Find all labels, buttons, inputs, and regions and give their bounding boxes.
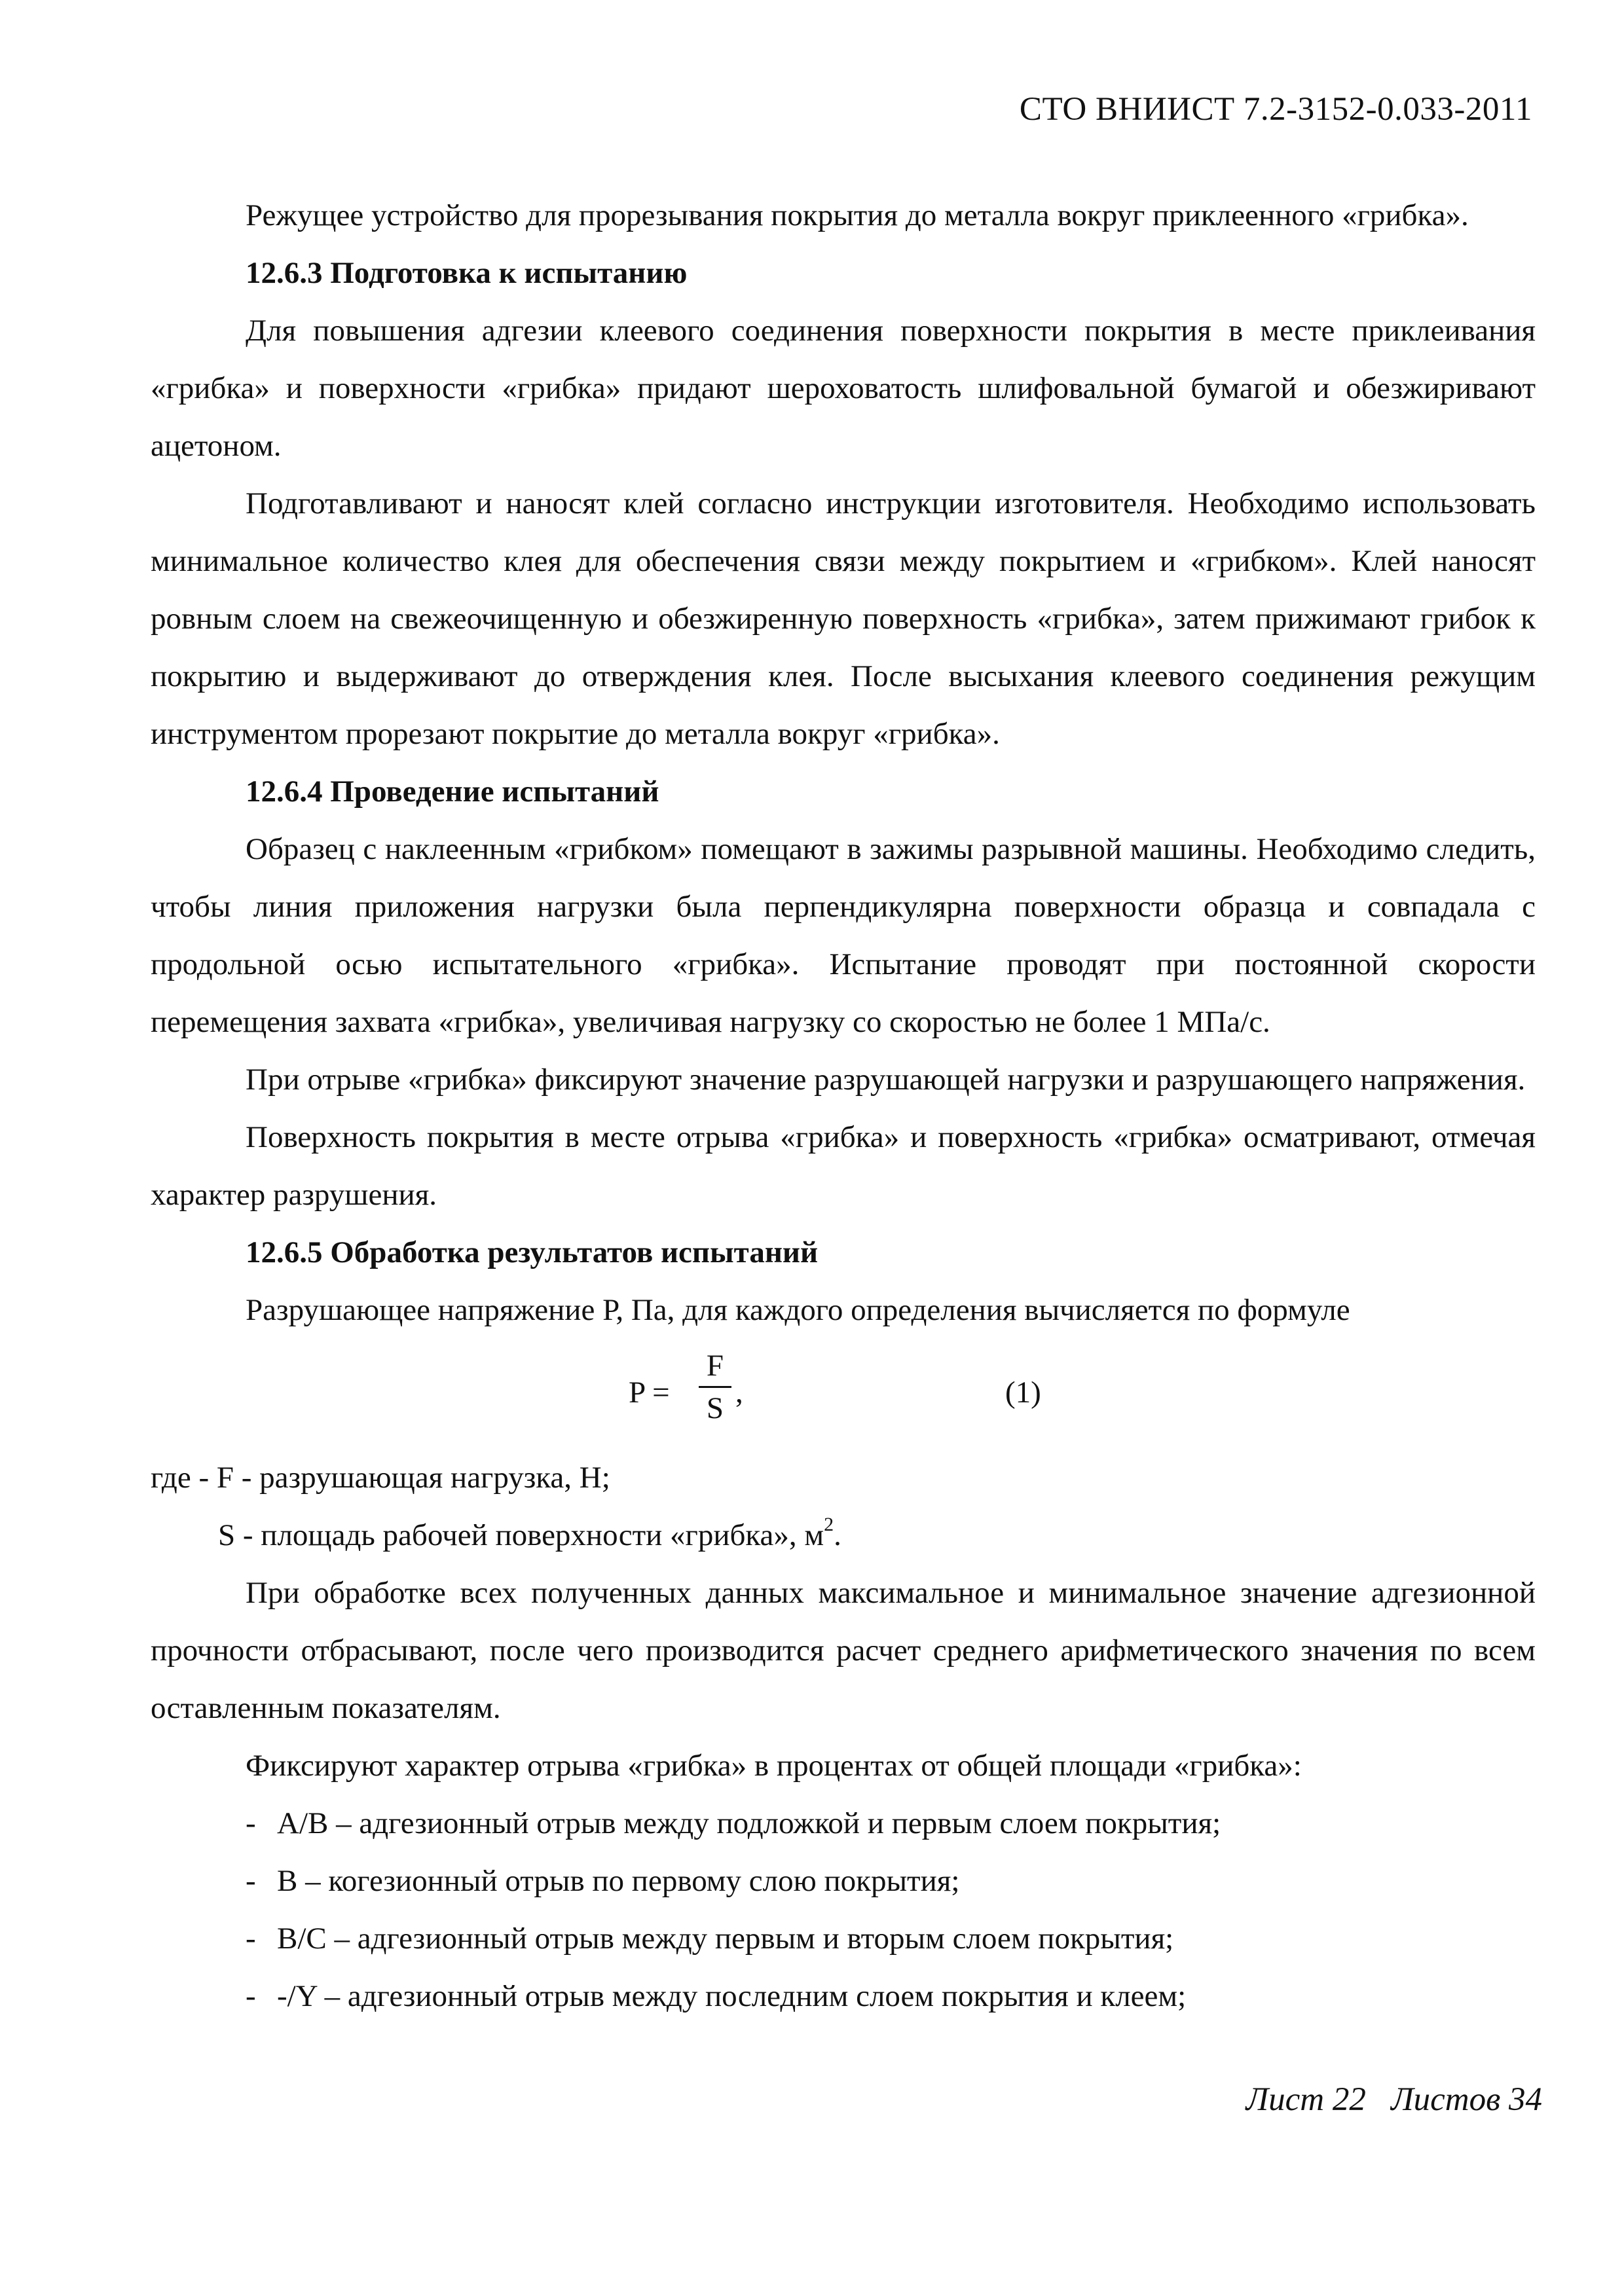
where-s-superscript: 2 bbox=[824, 1514, 834, 1535]
formula-block bbox=[151, 1339, 1536, 1449]
formula-fraction bbox=[699, 1347, 731, 1427]
formula bbox=[629, 1339, 891, 1449]
formula-numerator: F bbox=[706, 1349, 724, 1383]
section-12-6-4-paragraph-1: Образец с наклеенным «грибком» помещают в зажимы разрывной машины. Необходимо следить, чтобы линия приложения нагрузки была перпендикулярна поверхности образца и совпадала с продольной осью испытательного «грибка». Испытание проводят при постоянной скорости перемещения захвата «грибка», увеличивая нагрузку со скоростью не более 1 МПа/с. bbox=[151, 832, 1536, 1039]
list-item bbox=[151, 1852, 1536, 1910]
list-item bbox=[151, 1795, 1536, 1852]
section-12-6-3-title: 12.6.3 Подготовка к испытанию bbox=[246, 256, 688, 290]
where-s-line bbox=[151, 1506, 1536, 1564]
sheet-number: Лист 22 bbox=[1246, 2081, 1366, 2118]
fraction-bar bbox=[699, 1386, 731, 1388]
list-dash: - bbox=[246, 1864, 256, 1898]
sheets-total: Листов 34 bbox=[1391, 2081, 1542, 2118]
list-dash: - bbox=[246, 1979, 256, 2013]
list-item-text: А/В – адгезионный отрыв между подложкой и первым слоем покрытия; bbox=[277, 1806, 1221, 1840]
formula-intro-paragraph: Разрушающее напряжение Р, Па, для каждого определения вычисляется по формуле bbox=[246, 1293, 1350, 1327]
page-footer bbox=[1246, 2081, 1542, 2119]
list-dash: - bbox=[246, 1922, 256, 1956]
where-s-period: . bbox=[834, 1518, 841, 1552]
formula-denominator: S bbox=[706, 1391, 724, 1425]
list-dash: - bbox=[246, 1806, 256, 1840]
list-item-text: -/Y – адгезионный отрыв между последним слоем покрытия и клеем; bbox=[277, 1979, 1187, 2013]
list-item-text: В/С – адгезионный отрыв между первым и вторым слоем покрытия; bbox=[277, 1922, 1174, 1956]
section-12-6-3-paragraph-2: Подготавливают и наносят клей согласно инструкции изготовителя. Необходимо использовать минимальное количество клея для обеспечения связи между покрытием и «грибком». Клей наносят ровным слоем на свежеочищенную и обезжиренную поверхность «грибка», затем прижимают грибок к покрытию и выдерживают до отверждения клея. После высыхания клеевого соединения режущим инструментом прорезают покрытие до металла вокруг «грибка». bbox=[151, 486, 1536, 751]
document-code: СТО ВНИИСТ 7.2-3152-0.033-2011 bbox=[1019, 91, 1532, 128]
processing-paragraph: При обработке всех полученных данных максимальное и минимальное значение адгезионной прочности отбрасывают, после чего производится расчет среднего арифметического значения по всем оставленным показателям. bbox=[151, 1576, 1536, 1725]
formula-number: (1) bbox=[1005, 1376, 1041, 1410]
section-12-6-4-paragraph-2: При отрыве «грибка» фиксируют значение разрушающей нагрузки и разрушающего напряжения. bbox=[246, 1063, 1526, 1097]
list-item-text: В – когезионный отрыв по первому слою покрытия; bbox=[277, 1864, 960, 1898]
section-12-6-4-paragraph-3: Поверхность покрытия в месте отрыва «грибка» и поверхность «грибка» осматривают, отмечая характер разрушения. bbox=[151, 1120, 1536, 1212]
section-12-6-3-paragraph-1: Для повышения адгезии клеевого соединения поверхности покрытия в месте приклеивания «грибка» и поверхности «грибка» придают шероховатость шлифовальной бумагой и обезжиривают ацетоном. bbox=[151, 314, 1536, 463]
failure-pattern-intro: Фиксируют характер отрыва «грибка» в процентах от общей площади «грибка»: bbox=[246, 1749, 1302, 1783]
formula-lhs: P = bbox=[629, 1376, 670, 1410]
where-s-text: S - площадь рабочей поверхности «грибка», м bbox=[218, 1518, 824, 1552]
formula-comma: , bbox=[735, 1376, 743, 1410]
section-12-6-4-title: 12.6.4 Проведение испытаний bbox=[246, 774, 659, 809]
list-item bbox=[151, 1967, 1536, 2025]
document-body bbox=[151, 187, 1536, 2025]
cutter-paragraph: Режущее устройство для прорезывания покрытия до металла вокруг приклеенного «грибка». bbox=[246, 198, 1469, 232]
list-item bbox=[151, 1910, 1536, 1967]
section-12-6-5-title: 12.6.5 Обработка результатов испытаний bbox=[246, 1235, 819, 1269]
where-f-line: где - F - разрушающая нагрузка, Н; bbox=[151, 1461, 610, 1495]
